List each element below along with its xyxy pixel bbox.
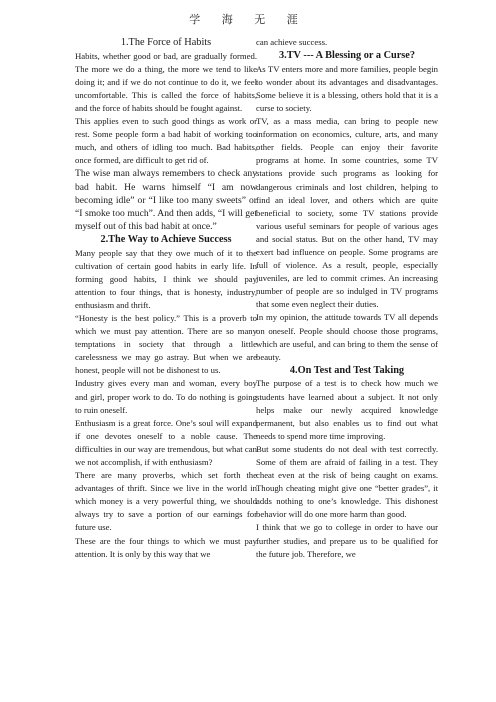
- section-4-paragraph-2: But some students do not deal with test correctly. Some of them are afraid of failing in a test. They cheat even at the risk of being caught on exams. Though cheating might give one “better grades”, it adds nothing to one’s knowledge. This dishonest behavior will do one more harm than good.: [256, 443, 438, 520]
- section-2-paragraph-2: “Honesty is the best policy.” This is a proverb to which we must pay attention. There are so many temptations in society that through a little carelessness we may go astray. But when we are honest, people will not be dishonest to us.: [75, 312, 257, 376]
- page-header: 学 海 无 涯: [189, 13, 307, 26]
- section-3-paragraph-1: As TV enters more and more families, people begin to wonder about its advantages and disadvantages. Some believe it is a blessing, others hold that it is a curse to society.: [256, 63, 438, 113]
- section-2-paragraph-5: There are many proverbs, which set forth the advantages of thrift. Since we live in the world in which money is a very powerful thing, we should always try to save a portion of our earnings for future use.: [75, 470, 257, 533]
- section-4-paragraph-3: I think that we go to college in order to have our further studies, and prepare us to be qualified for the future job. Therefore, we: [256, 522, 438, 559]
- section-1-paragraph-3: The wise man always remembers to check any bad habit. He warns himself “I am now becoming idle” or “I like too many sweets” or “I smoke too much”. And then adds, “I will get myself out of this bad habit at once.”: [75, 168, 257, 232]
- section-2-title: 2.The Way to Achieve Success: [100, 233, 232, 245]
- section-3-paragraph-3: In my opinion, the attitude towards TV all depends on oneself. People should choose those programs, which are useful, and can bring to them the sense of beauty.: [256, 312, 438, 362]
- section-1-paragraph-2: This applies even to such good things as work or rest. Some people form a bad habit of working too much, and others of idling too much. Bad habits, once formed, are difficult to get rid of.: [75, 116, 257, 166]
- section-3-paragraph-2: TV, as a mass media, can bring to people new information on economics, culture, arts, and many other fields. People can enjoy their favorite programs at home. In some countries, some TV stations provide such programs as looking for dangerous criminals and lost children, helping to find an ideal lover, and others which are quite beneficial to society, some TV stations provide various useful seminars for people of various ages and social status. But on the other hand, TV may exert bad influence on people. Some programs are full of violence. As a result, people, especially juveniles, are led to commit crimes. An increasing number of people are so indulged in TV programs that some even neglect their duties.: [256, 116, 438, 310]
- section-4-paragraph-1: The purpose of a test is to check how much we students have learned about a subject. It not only helps make our newly acquired knowledge permanent, but also enables us to find out what needs to spend more time improving.: [256, 378, 438, 441]
- section-2-paragraph-4: Enthusiasm is a great force. One’s soul will expand if one devotes oneself to a noble cause. The difficulties in our way are tremendous, but what can we not accomplish, if with enthusiasm?: [75, 417, 257, 467]
- section-3-title: 3.TV --- A Blessing or a Curse?: [278, 50, 416, 62]
- section-1-title: 1.The Force of Habits: [120, 37, 212, 48]
- section-2-paragraph-1: Many people say that they owe much of it to the cultivation of certain good habits in early life. In forming good habits, I think we should pay attention to four things, that is honesty, industry, enthusiasm and thrift.: [75, 247, 257, 310]
- section-2-paragraph-6: These are the four things to which we must pay attention. It is only by this way that we: [75, 535, 257, 559]
- right-column: [256, 36, 438, 561]
- section-2-paragraph-6-continued: can achieve success.: [256, 37, 328, 47]
- section-1-paragraph-1: Habits, whether good or bad, are gradually formed. The more we do a thing, the more we tend to like doing it; and if we do not continue to do it, we feel uncomfortable. This is called the force of habits, and the force of habits should be fought against.: [75, 50, 257, 113]
- left-column: [75, 36, 257, 561]
- section-4-title: 4.On Test and Test Taking: [289, 364, 405, 376]
- section-2-paragraph-3: Industry gives every man and woman, every boy and girl, proper work to do. To do nothing is going to ruin oneself.: [75, 378, 257, 415]
